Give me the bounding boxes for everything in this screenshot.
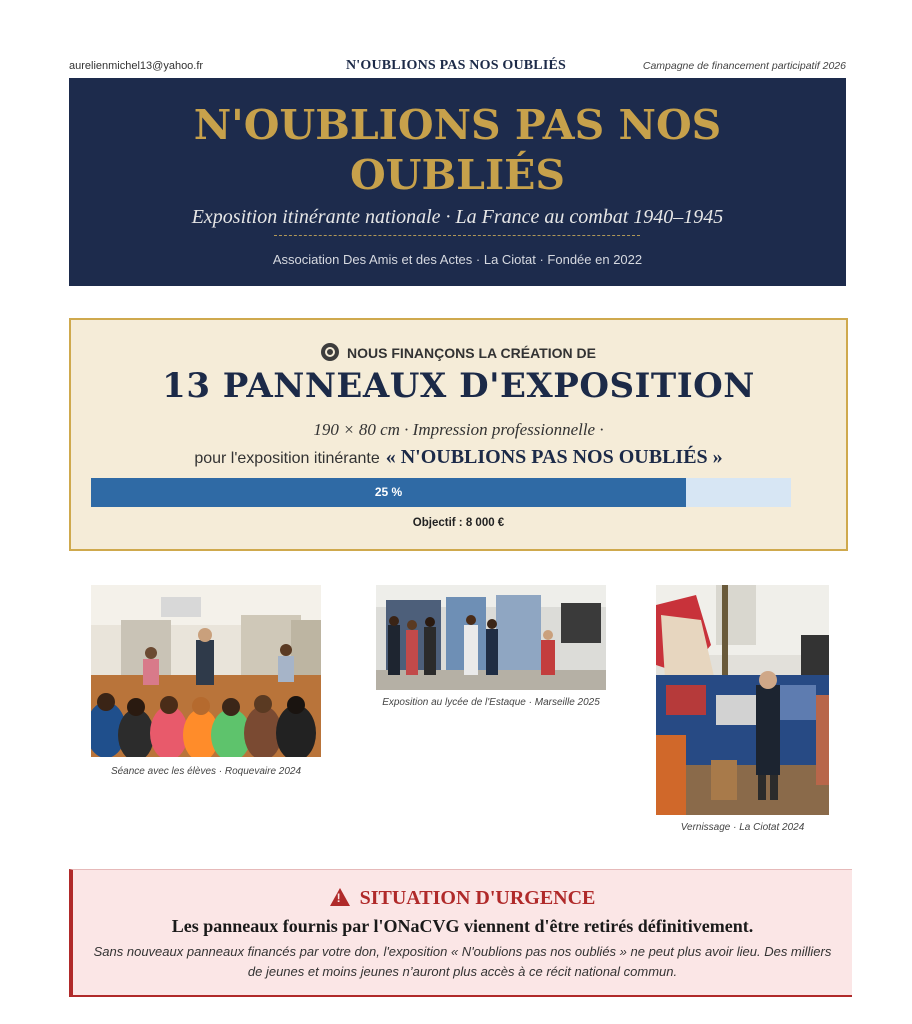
exhibition-line: [71, 446, 846, 469]
photo-lycee-exhibition: [376, 585, 606, 690]
funding-box: [69, 318, 848, 551]
title-banner: [69, 78, 846, 286]
banner-subtitle: Exposition itinérante nationale · La France au combat 1940–1945: [191, 206, 724, 228]
funding-headline: 13 PANNEAUX D'EXPOSITION: [162, 366, 755, 406]
warning-icon: [330, 888, 350, 906]
progress-bar: [91, 478, 791, 507]
association-line: Association Des Amis et des Actes · La Ciotat · Fondée en 2022: [272, 252, 643, 267]
banner-divider: [274, 235, 640, 236]
exhibition-for-text: pour l'exposition itinérante: [194, 450, 380, 467]
urgency-title-text: SITUATION D'URGENCE: [359, 887, 596, 909]
photo-caption-3: Vernissage · La Ciotat 2024: [680, 822, 805, 833]
urgency-box: [69, 869, 852, 997]
running-title: N'OUBLIONS PAS NOS OUBLIÉS: [345, 58, 567, 73]
funding-kicker: [71, 343, 846, 361]
progress-label: 25 %: [374, 485, 403, 499]
banner-title: [69, 100, 846, 200]
exhibition-name: « N'OUBLIONS PAS NOS OUBLIÉS »: [385, 446, 723, 468]
urgency-body: Sans nouveaux panneaux financés par votre don, l'exposition « N'oublions pas nos oubliés » ne peut plus avoir lieu. Des milliers de jeunes et moins jeunes n’auront plus accès à ce récit national commun.: [93, 944, 832, 979]
target-icon: [321, 343, 339, 361]
contact-email[interactable]: aurelienmichel13@yahoo.fr: [69, 60, 204, 72]
banner-title-line1: N'OUBLIONS PAS NOS: [193, 101, 722, 149]
banner-title-line2: OUBLIÉS: [350, 151, 565, 199]
funding-goal: Objectif : 8 000 €: [412, 517, 505, 529]
progress-bar-fill: [91, 478, 686, 507]
photo-caption-2: Exposition au lycée de l'Estaque · Marseille 2025: [382, 697, 600, 708]
campaign-label: Campagne de financement participatif 2026: [642, 60, 846, 72]
photo-caption-1: Séance avec les élèves · Roquevaire 2024: [110, 766, 302, 777]
photo-students-session: [91, 585, 321, 757]
urgency-title: [73, 887, 852, 910]
funding-kicker-text: NOUS FINANÇONS LA CRÉATION DE: [347, 345, 596, 361]
panel-dimensions: 190 × 80 cm · Impression professionnelle ·: [313, 420, 604, 439]
urgency-headline: Les panneaux fournis par l'ONaCVG viennent d'être retirés définitivement.: [171, 916, 754, 936]
photo-vernissage: [656, 585, 829, 815]
